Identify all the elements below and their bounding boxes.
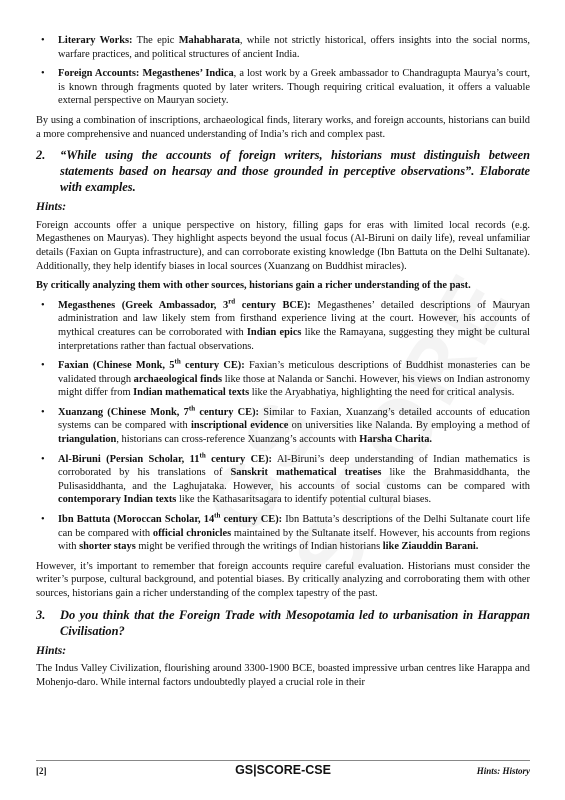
- bullet-text: Faxian’s meticulous descriptions of Buddhist monasteries can be validated through: [58, 360, 530, 385]
- bullet-text: , a lost work by a Greek ambassador to Chandragupta Maurya’s court, is known through fragments quoted by later writers. Though requiring critical evaluation, it offers a valuable external perspective on Mauryan society.: [58, 68, 530, 107]
- bullet-heading: century BCE):: [235, 299, 311, 311]
- section-label: Hints: History: [476, 766, 530, 776]
- bullet-icon: •: [41, 453, 45, 465]
- bullet-heading: Faxian (Chinese Monk, 5: [58, 360, 175, 372]
- superscript: th: [188, 404, 196, 413]
- question-2: [36, 147, 530, 195]
- brand-logo: GS|SCORE-CSE: [235, 763, 331, 777]
- q2-paragraph: Foreign accounts offer a unique perspective on history, filling gaps for eras with limited local records (e.g. Megasthenes on Mauryas). They highlight aspects beyond the usual focus (Al-Biruni on daily life), reveal unfamiliar details (Faxian on Gupta infrastructure), and can corroborate existing knowledge (Ibn Battuta on the Delhi Sultanate). Additionally, they help identify biases in local sources (Xuanzang on Buddhist miracles).: [36, 219, 530, 272]
- question-number: 2.: [36, 148, 46, 163]
- q2-conclusion: However, it’s important to remember that foreign accounts require careful evaluation. Historians must consider the writer’s purpose, cultural background, and potential biases. By critically analyzing and corroborating them with other sources, historians gain a richer understanding of the complex tapestry of the past.: [36, 560, 530, 599]
- bullet-text: might be verified through the writings of Indian historians: [135, 541, 383, 553]
- bullet-icon: •: [41, 35, 45, 46]
- bullet-keyword: Indian epics: [246, 326, 302, 338]
- bullet-heading: century CE):: [205, 453, 273, 465]
- bullet-text: Ibn Battuta’s descriptions of the Delhi Sultanate court life can be compared with: [58, 514, 530, 539]
- bullet-keyword: Harsha Charita.: [359, 434, 432, 446]
- bullet-heading: Megasthenes (Greek Ambassador, 3: [58, 299, 229, 311]
- hints-label: Hints:: [36, 644, 67, 657]
- bullet-keyword: archaeological finds: [133, 373, 223, 385]
- bullet-text: on universities like Nalanda. By employing a method of: [288, 420, 530, 432]
- bullet-keyword: Sanskrit mathematical treatises: [230, 467, 382, 479]
- bullet-text: , while not strictly historical, offers insights into the social norms, warfare practices, and political structures of ancient India.: [58, 35, 530, 60]
- bullet-text: Al-Biruni’s deep understanding of Indian mathematics is corroborated by his translations of: [58, 453, 530, 479]
- page-footer: [36, 760, 530, 779]
- bullet-heading: Xuanzang (Chinese Monk, 7: [58, 406, 189, 418]
- page-number: [2]: [36, 766, 47, 776]
- bullet-heading: Al-Biruni (Persian Scholar, 11: [58, 453, 200, 465]
- bullet-heading: century CE):: [195, 406, 260, 418]
- list-item: [36, 34, 530, 61]
- superscript: th: [214, 511, 221, 520]
- bullet-icon: •: [41, 299, 45, 311]
- question-text: “While using the accounts of foreign writers, historians must distinguish between statements based on hearsay and those grounded in perceptive observations”. Elaborate with examples.: [60, 148, 530, 195]
- superscript: th: [174, 357, 181, 366]
- bullet-icon: •: [41, 68, 45, 80]
- hints-label: Hints:: [36, 201, 67, 214]
- bullet-keyword: shorter stays: [79, 541, 136, 553]
- bullet-keyword: official chronicles: [152, 527, 232, 539]
- list-item: [36, 406, 530, 447]
- bullet-heading: Foreign Accounts: Megasthenes’ Indica: [58, 68, 234, 80]
- bullet-heading: century CE):: [220, 514, 283, 526]
- bullet-text: like those at Nalanda or Sanchi. However, his views on Indian astronomy might differ from: [58, 373, 530, 399]
- bullet-heading: Ibn Battuta (Moroccan Scholar, 14: [58, 514, 215, 526]
- bullet-text: like the Aryabhatiya, highlighting the need for critical analysis.: [249, 387, 515, 399]
- list-item: [36, 299, 530, 353]
- bullet-text: like the Ramayana, suggesting they might be cultural interpretations rather than factual observations.: [58, 326, 530, 352]
- bullet-keyword: Mahabharata: [178, 35, 240, 46]
- question-number: 3.: [36, 607, 46, 622]
- list-item: [36, 453, 530, 507]
- q3-paragraph: The Indus Valley Civilization, flourishing around 3300-1900 BCE, boasted impressive urban centres like Harappa and Mohenjo-daro. While internal factors undoubtedly played a crucial role in their: [36, 663, 530, 688]
- list-item: [36, 513, 530, 554]
- question-3: [36, 607, 530, 639]
- bullet-keyword: contemporary Indian texts: [58, 494, 177, 506]
- bullet-text: like the Brahmasiddhanta, the Pulisasiddhanta, and the Laghujataka. However, his accounts of social customs can be compared with: [58, 467, 530, 492]
- bullet-keyword: like Ziauddin Barani.: [382, 541, 479, 553]
- bullet-text: like the Kathasaritsagara to identify potential cultural biases.: [176, 494, 432, 506]
- bullet-text: Megasthenes’ detailed descriptions of Mauryan administration and law likely stem from firsthand experience living at the court. However, his accounts of mythical creatures can be corroborated with: [58, 299, 531, 338]
- bullet-text: Similar to Faxian, Xuanzang’s detailed accounts of education systems can be compared with: [58, 406, 530, 432]
- bullet-icon: •: [41, 514, 45, 526]
- intro-paragraph: By using a combination of inscriptions, archaeological finds, literary works, and foreign accounts, historians can build a more comprehensive and nuanced understanding of India’s rich and complex past.: [36, 114, 530, 140]
- page-body: [36, 34, 530, 695]
- bullet-icon: •: [41, 360, 45, 372]
- bullet-heading: Literary Works:: [58, 35, 133, 46]
- bullet-text: , historians can cross-reference Xuanzang’s accounts with: [116, 434, 360, 446]
- bullet-heading: century CE):: [180, 360, 245, 372]
- question-text: Do you think that the Foreign Trade with Mesopotamia led to urbanisation in Harappan Civilisation?: [60, 607, 530, 638]
- q2-lead: By critically analyzing them with other sources, historians gain a richer understanding of the past.: [36, 280, 471, 292]
- bullet-keyword: Indian mathematical texts: [133, 387, 250, 399]
- bullet-icon: •: [41, 406, 45, 418]
- bullet-keyword: inscriptional evidence: [190, 420, 289, 432]
- superscript: rd: [228, 297, 236, 306]
- list-item: [36, 67, 530, 108]
- bullet-text: maintained by the Sultanate itself. However, his accounts from regions with: [58, 527, 531, 553]
- superscript: th: [199, 451, 206, 460]
- list-item: [36, 359, 530, 400]
- bullet-keyword: triangulation: [58, 434, 117, 446]
- bullet-text: The epic: [132, 35, 179, 46]
